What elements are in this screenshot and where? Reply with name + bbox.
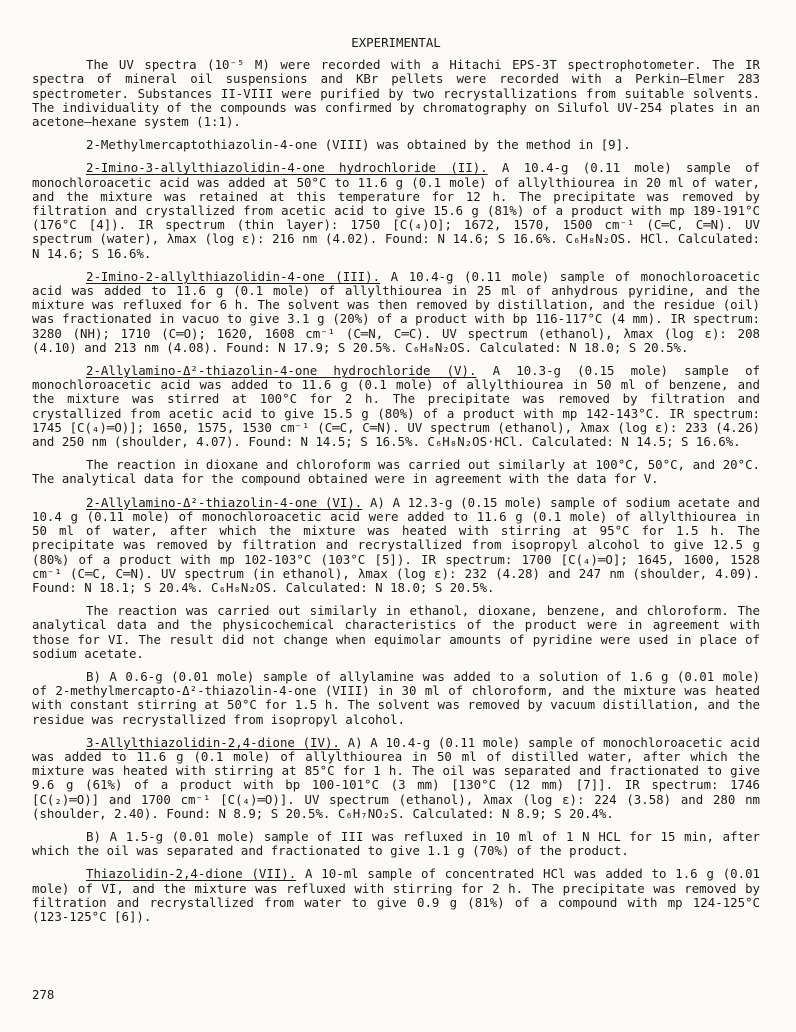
section-heading: EXPERIMENTAL xyxy=(351,35,441,50)
compound-title: 3-Allylthiazolidin-2,4-dione (IV). xyxy=(86,734,340,750)
compound-title: 2-Imino-3-allylthiazolidin-4-one hydrochloride (II). xyxy=(86,160,488,176)
paragraph-compound-ii: 2-Imino-3-allylthiazolidin-4-one hydrochloride (II). A 10.4-g (0.11 mole) sample of monochloroacetic acid was added at 50°C to 11.6 g (0.1 mole) of allylthiourea in 20 ml of water, and the mixture was retained at this temperature for 12 h. The precipitate was removed by filtration and crystallized from acetic acid to give 15.6 g (81%) of a product with mp 189-191°C (176°C [4]). IR spectrum (thin layer): 1750 [C(₄)O]; 1672, 1570, 1500 cm⁻¹ (C═C, C═N). UV spectrum (water), λmax (log ε): 216 nm (4.02). Found: N 14.6; S 16.6%. C₆H₈N₂OS. HCl. Calculated: N 14.6; S 16.6%. xyxy=(32,160,760,261)
paragraph-compound-iv: 3-Allylthiazolidin-2,4-dione (IV). A) A 10.4-g (0.11 mole) sample of monochloroacetic acid was added to 11.6 g (0.1 mole) of allylthiourea in 50 ml of distilled water, after which the mixture was heated with stirring at 85°C for 1 h. The oil was separated and fractionated to give 9.6 g (61%) of a product with bp 100-101°C (3 mm) [130°C (12 mm) [7]]. IR spectrum: 1746 [C(₂)═O)] and 1700 cm⁻¹ [C(₄)═O)]. UV spectrum (ethanol), λmax (log ε): 224 (3.58) and 280 nm (shoulder, 2.40). Found: N 8.9; S 20.5%. C₆H₇NO₂S. Calculated: N 8.9; S 20.4%. xyxy=(32,734,761,821)
paragraph-compound-vii: Thiazolidin-2,4-dione (VII). A 10-ml sample of concentrated HCl was added to 1.6 g (0.01 mole) of VI, and the mixture was refluxed with stirring for 2 h. The precipitate was removed by filtration and recrystallized from water to give 0.9 g (81%) of a compound with mp 124-125°C (123-125°C [6]). xyxy=(32,866,761,924)
paragraph-compound-vi: 2-Allylamino-Δ²-thiazolin-4-one (VI). A) A 12.3-g (0.15 mole) sample of sodium acetate and 10.4 g (0.11 mole) of monochloroacetic acid were added to 11.6 g (0.1 mole) of allylthiourea in 50 ml of water, after which the mixture was heated with stirring at 95°C for 1.5 h. The precipitate was removed by filtration and recrystallized from isopropyl alcohol to give 12.5 g (80%) of a product with mp 102-103°C (103°C [5]). IR spectrum: 1700 [C(₄)═O]; 1645, 1600, 1528 cm⁻¹ (C═C, C═N). UV spectrum (in ethanol), λmax (log ε): 232 (4.28) and 247 nm (shoulder, 4.09). Found: N 18.1; S 20.4%. C₆H₈N₂OS. Calculated: N 18.0; S 20.5%. xyxy=(32,494,760,595)
paragraph-compound-iii: 2-Imino-2-allylthiazolidin-4-one (III). A 10.4-g (0.11 mole) sample of monochloroacetic acid was added to 11.6 g (0.1 mole) of allylthiourea in 25 ml of anhydrous pyridine, and the mixture was refluxed for 6 h. The solvent was then removed by distillation, and the residue (oil) was fractionated in vacuo to give 3.1 g (20%) of a product with bp 116-117°C (4 mm). IR spectrum: 3280 (NH); 1710 (C═O); 1620, 1608 cm⁻¹ (C═N, C═C). UV spectrum (ethanol), λmax (log ε): 208 (4.10) and 213 nm (4.08). Found: N 17.9; S 20.5%. C₆H₈N₂OS. Calculated: N 18.0; S 20.5%. xyxy=(32,268,760,355)
paragraph-compound-v: 2-Allylamino-Δ²-thiazolin-4-one hydrochloride (V). A 10.3-g (0.15 mole) sample of monochloroacetic acid was added to 11.6 g (0.1 mole) of allylthiourea in 50 ml of benzene, and the mixture was stirred at 100°C for 2 h. The precipitate was removed by filtration and crystallized from acetic acid to give 15.5 g (80%) of a product with mp 142-143°C. IR spectrum: 1745 [C(₄)═O)]; 1650, 1575, 1530 cm⁻¹ (C═C, C═N). UV spectrum (ethanol), λmax (log ε): 233 (4.26) and 250 nm (shoulder, 4.07). Found: N 14.5; S 16.5%. C₆H₈N₂OS·HCl. Calculated: N 14.5; S 16.6%. xyxy=(32,363,760,450)
compound-title: 2-Allylamino-Δ²-thiazolin-4-one hydrochloride (V). xyxy=(86,363,477,379)
paragraph-solvent-note: The reaction was carried out similarly in ethanol, dioxane, benzene, and chloroform. The analytical data and the physicochemical characteristics of the product were in agreement with those for VI. The result did not change when equimolar amounts of pyridine were used in place of sodium acetate. xyxy=(32,603,760,661)
paragraph-instruments: The UV spectra (10⁻⁵ M) were recorded with a Hitachi EPS-3T spectrophotometer. The IR spectra of mineral oil suspensions and KBr pellets were recorded with a Perkin–Elmer 283 spectrometer. Substances II-VIII were purified by two recrystallizations from suitable solvents. The individuality of the compounds was confirmed by chromatography on Silufol UV-254 plates in an acetone–hexane system (1:1). xyxy=(32,57,760,130)
page-body xyxy=(32,36,760,933)
paragraph-method-b-vi: B) A 0.6-g (0.01 mole) sample of allylamine was added to a solution of 1.6 g (0.01 mole) of 2-methylmercapto-Δ²-thiazolin-4-one (VIII) in 30 ml of chloroform, and the mixture was heated with constant stirring at 50°C for 1.5 h. The solvent was removed by vacuum distillation, and the residue was recrystallized from isopropyl alcohol. xyxy=(32,668,760,727)
paragraph-compound-viii: 2-Methylmercaptothiazolin-4-one (VIII) was obtained by the method in [9]. xyxy=(86,137,631,153)
page-number: 278 xyxy=(32,987,55,1002)
compound-title: 2-Allylamino-Δ²-thiazolin-4-one (VI). xyxy=(86,494,363,510)
compound-title: Thiazolidin-2,4-dione (VII). xyxy=(86,866,297,882)
compound-title: 2-Imino-2-allylthiazolidin-4-one (III). xyxy=(86,268,381,284)
paragraph-dioxane-note: The reaction in dioxane and chloroform was carried out similarly at 100°C, 50°C, and 20°C. The analytical data for the compound obtained were in agreement with the data for V. xyxy=(32,457,760,487)
paragraph-method-b-iv: B) A 1.5-g (0.01 mole) sample of III was refluxed in 10 ml of 1 N HCL for 15 min, after which the oil was separated and fractionated to give 1.1 g (70%) of the product. xyxy=(32,828,760,859)
